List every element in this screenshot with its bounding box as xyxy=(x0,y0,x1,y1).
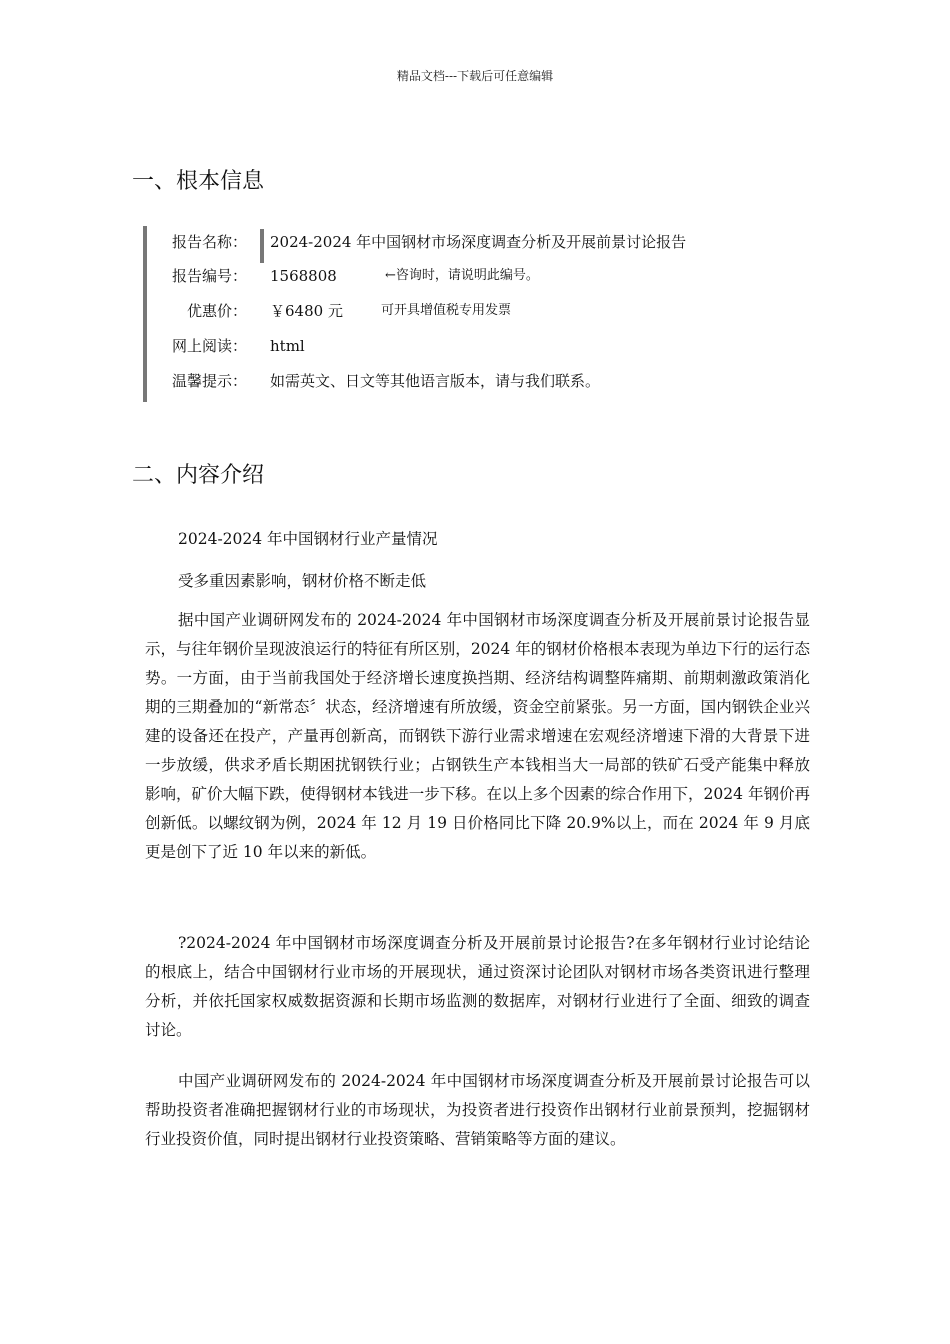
price-value: ￥6480 元 xyxy=(270,302,343,320)
content-subtitle: 受多重因素影响，钢材价格不断走低 xyxy=(178,572,427,590)
basic-info-block xyxy=(143,226,827,402)
online-reading-value[interactable]: html xyxy=(270,337,305,355)
tip-value: 如需英文、日文等其他语言版本，请与我们联系。 xyxy=(270,372,601,390)
page-header: 精品文档---下载后可任意编辑 xyxy=(396,69,554,83)
section-heading-basic-info: 一、根本信息 xyxy=(132,169,265,194)
info-label: 报告名称： xyxy=(171,233,247,251)
content-paragraph: ?2024-2024 年中国钢材市场深度调查分析及开展前景讨论报告?在多年钢材行业讨论结论的根底上，结合中国钢材行业市场的开展现状，通过资深讨论团队对钢材市场各类资讯进行整理分析，并依托国家权威数据资源和长期市场监测的数据库，对钢材行业进行了全面、细致的调查讨论。 xyxy=(145,934,810,1039)
report-number-value: 1568808 xyxy=(270,267,337,285)
invoice-note: 可开具增值税专用发票 xyxy=(381,303,512,318)
report-number-note: ←咨询时，请说明此编号。 xyxy=(385,268,539,283)
content-subtitle: 2024-2024 年中国钢材行业产量情况 xyxy=(178,530,438,548)
info-label: 网上阅读： xyxy=(171,337,247,355)
info-label: 温馨提示： xyxy=(171,372,247,390)
content-paragraph: 中国产业调研网发布的 2024-2024 年中国钢材市场深度调查分析及开展前景讨论报告可以帮助投资者准确把握钢材行业的市场现状，为投资者进行投资作出钢材行业前景预判，挖掘钢材行业投资价值，同时提出钢材行业投资策略、营销策略等方面的建议。 xyxy=(145,1072,810,1148)
title-divider xyxy=(260,229,264,263)
section-heading-content-intro: 二、内容介绍 xyxy=(132,463,265,488)
content-paragraph: 据中国产业调研网发布的 2024-2024 年中国钢材市场深度调查分析及开展前景讨论报告显示，与往年钢价呈现波浪运行的特征有所区别，2024 年的钢材价格根本表现为单边下行的运行态势。一方面，由于当前我国处于经济增长速度换挡期、经济结构调整阵痛期、前期刺激政策消化期的三期叠加的“新常态〞状态，经济增速有所放缓，资金空前紧张。另一方面，国内钢铁企业兴建的设备还在投产，产量再创新高，而钢铁下游行业需求增速在宏观经济增速下滑的大背景下进一步放缓，供求矛盾长期困扰钢铁行业；占钢铁生产本钱相当大一局部的铁矿石受产能集中释放影响，矿价大幅下跌，使得钢材本钱进一步下移。在以上多个因素的综合作用下，2024 年钢价再创新低。以螺纹钢为例，2024 年 12 月 19 日价格同比下降 20.9%以上，而在 2024 年 9 月底更是创下了近 10 年以来的新低。 xyxy=(145,611,810,861)
report-name-value: 2024-2024 年中国钢材市场深度调查分析及开展前景讨论报告 xyxy=(270,233,687,251)
info-label: 报告编号： xyxy=(171,267,247,285)
info-label: 优惠价： xyxy=(186,302,247,320)
